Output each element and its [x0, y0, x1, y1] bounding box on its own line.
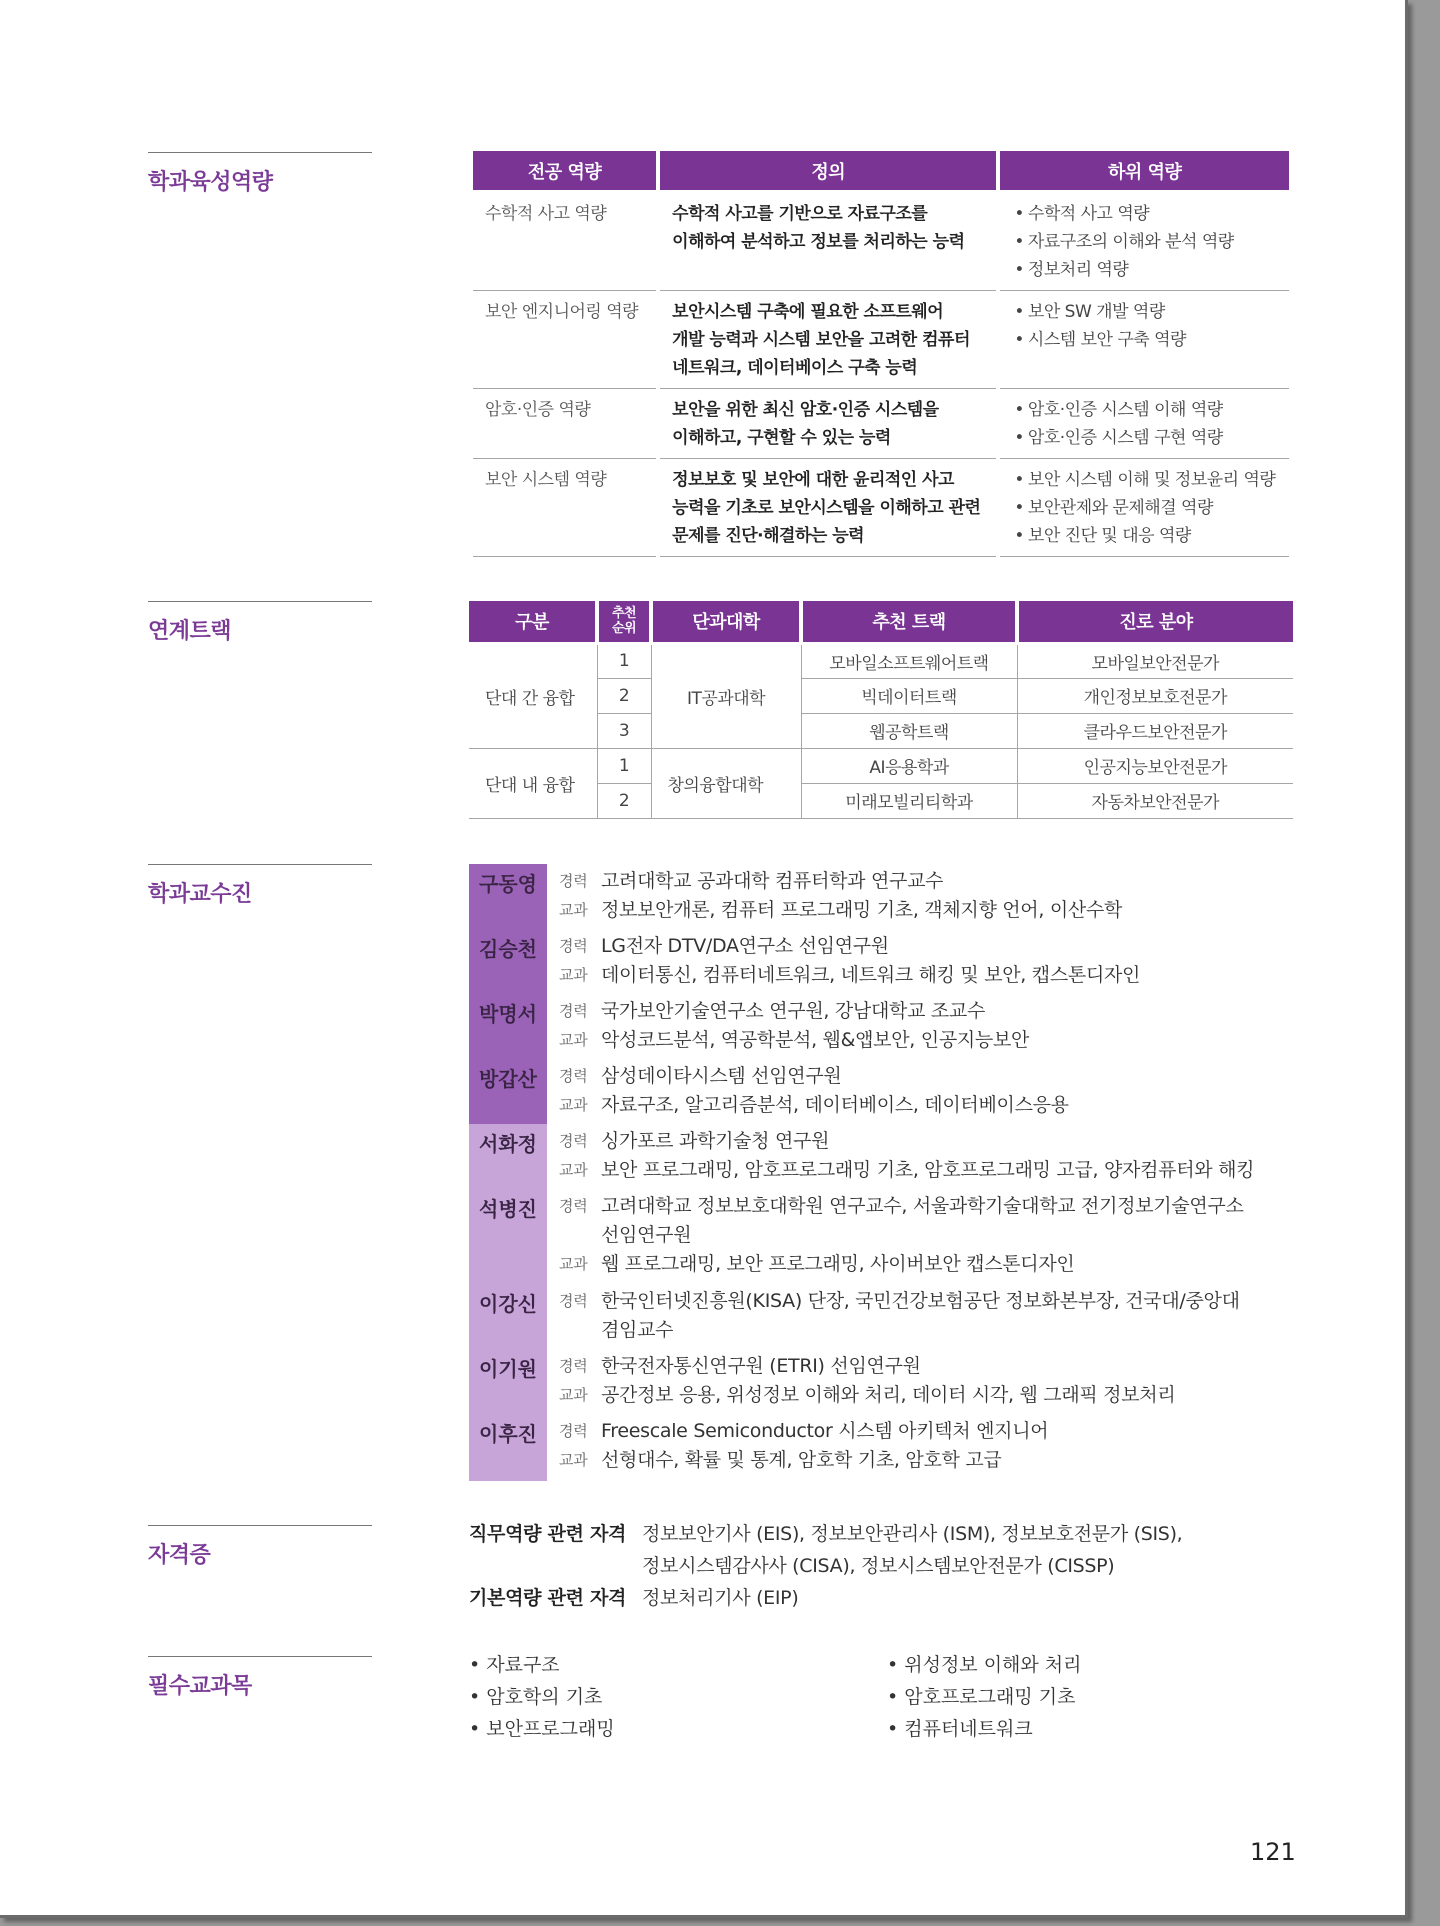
faculty-name: 구동영: [469, 864, 547, 929]
career-tag: 경력: [559, 1422, 588, 1440]
track-header-rank: 추천 순위: [597, 601, 651, 643]
courses-text: 정보보안개론, 컴퓨터 프로그래밍 기초, 객체지향 언어, 이산수학: [601, 899, 1123, 921]
certificates: [469, 1518, 1182, 1614]
track-header-category: 구분: [469, 601, 597, 643]
definition-line: 이해하고, 구현할 수 있는 능력: [672, 428, 891, 448]
table-row: [469, 643, 1293, 678]
track-name: 빅데이터트랙: [801, 678, 1017, 713]
cert-job: [469, 1518, 1182, 1550]
section-label-competency: 학과육성역량: [148, 152, 372, 196]
cert-job-line: 정보시스템감사사 (CISA), 정보시스템보안전문가 (CISSP): [642, 1555, 1115, 1577]
track-career: 모바일보안전문가: [1017, 643, 1293, 678]
career-tag: 경력: [559, 1197, 588, 1215]
track-rank: 2: [597, 678, 651, 713]
competency-header-area: 전공 역량: [473, 151, 656, 193]
table-row: [473, 193, 1289, 291]
section-label-certificates: 자격증: [148, 1525, 372, 1569]
competency-header-sub: 하위 역량: [1000, 151, 1289, 193]
competency-sub: [1000, 291, 1289, 389]
sub-item: • 자료구조의 이해와 분석 역량: [1014, 228, 1277, 256]
faculty-details: [547, 1059, 1069, 1124]
competency-definition: [660, 291, 996, 389]
career-tag: 경력: [559, 1292, 588, 1310]
definition-line: 문제를 진단·해결하는 능력: [672, 526, 865, 546]
definition-line: 이해하여 분석하고 정보를 처리하는 능력: [672, 232, 965, 252]
competency-area: 암호·인증 역량: [473, 389, 656, 459]
track-name: 웹공학트랙: [801, 713, 1017, 748]
sub-item: • 암호·인증 시스템 구현 역량: [1014, 424, 1277, 452]
cert-basic: [469, 1582, 1182, 1614]
table-row: [473, 389, 1289, 459]
faculty-member: [469, 1349, 1329, 1414]
list-item: • 컴퓨터네트워크: [887, 1713, 1305, 1745]
track-career: 클라우드보안전문가: [1017, 713, 1293, 748]
faculty-name: 김승천: [469, 929, 547, 994]
career-text: LG전자 DTV/DA연구소 선임연구원: [601, 935, 889, 957]
competency-sub: [1000, 459, 1289, 557]
courses-tag: 교과: [559, 1031, 588, 1049]
list-item: • 보안프로그래밍: [469, 1713, 887, 1745]
definition-line: 수학적 사고를 기반으로 자료구조를: [672, 204, 928, 224]
career-text: 삼성데이타시스템 선임연구원: [601, 1065, 842, 1087]
track-rank: 1: [597, 643, 651, 678]
track-category: 단대 내 융합: [469, 748, 597, 818]
faculty-member: [469, 1059, 1329, 1124]
sub-item: • 암호·인증 시스템 이해 역량: [1014, 396, 1277, 424]
faculty-details: [547, 929, 1140, 994]
track-career: 인공지능보안전문가: [1017, 748, 1293, 783]
faculty-name: 석병진: [469, 1189, 547, 1284]
faculty-name: 방갑산: [469, 1059, 547, 1124]
sub-item: • 보안 SW 개발 역량: [1014, 298, 1277, 326]
faculty-member: [469, 1189, 1329, 1284]
career-text: 국가보안기술연구소 연구원, 강남대학교 조교수: [601, 1000, 986, 1022]
career-text: 싱가포르 과학기술청 연구원: [601, 1130, 830, 1152]
track-category: 단대 간 융합: [469, 643, 597, 748]
competency-sub: [1000, 389, 1289, 459]
competency-area: 보안 시스템 역량: [473, 459, 656, 557]
faculty-details: [547, 1189, 1244, 1284]
courses-text: 웹 프로그래밍, 보안 프로그래밍, 사이버보안 캡스톤디자인: [601, 1253, 1075, 1275]
page-number: 121: [1250, 1838, 1296, 1866]
faculty-list: [469, 864, 1329, 1481]
faculty-name: 서화정: [469, 1124, 547, 1189]
list-item: • 위성정보 이해와 처리: [887, 1649, 1305, 1681]
definition-line: 능력을 기초로 보안시스템을 이해하고 관련: [672, 498, 981, 518]
competency-table: [469, 151, 1293, 557]
sub-item: • 정보처리 역량: [1014, 256, 1277, 284]
career-text: 고려대학교 공과대학 컴퓨터학과 연구교수: [601, 870, 944, 892]
definition-line: 보안시스템 구축에 필요한 소프트웨어: [672, 302, 944, 322]
courses-tag: 교과: [559, 1451, 588, 1469]
definition-line: 개발 능력과 시스템 보안을 고려한 컴퓨터: [672, 330, 970, 350]
faculty-name: 이후진: [469, 1414, 547, 1481]
career-text: 선임연구원: [601, 1224, 692, 1246]
career-text: 고려대학교 정보보호대학원 연구교수, 서울과학기술대학교 전기정보기술연구소: [601, 1195, 1244, 1217]
track-rank: 3: [597, 713, 651, 748]
definition-line: 정보보호 및 보안에 대한 윤리적인 사고: [672, 470, 954, 490]
section-label-tracks: 연계트랙: [148, 601, 372, 645]
courses-tag: 교과: [559, 1096, 588, 1114]
cert-job-line: 정보보안기사 (EIS), 정보보안관리사 (ISM), 정보보호전문가 (SIS),: [642, 1523, 1183, 1545]
career-tag: 경력: [559, 937, 588, 955]
track-college: IT공과대학: [651, 643, 801, 748]
table-row: [473, 459, 1289, 557]
competency-area: 수학적 사고 역량: [473, 193, 656, 291]
list-item: • 자료구조: [469, 1649, 887, 1681]
sub-item: • 보안 진단 및 대응 역량: [1014, 522, 1277, 550]
track-table: [469, 601, 1293, 819]
cert-basic-line: 정보처리기사 (EIP): [642, 1587, 799, 1609]
section-label-faculty: 학과교수진: [148, 864, 372, 908]
faculty-details: [547, 1414, 1048, 1481]
track-rank: 2: [597, 783, 651, 818]
courses-text: 공간정보 응용, 위성정보 이해와 처리, 데이터 시각, 웹 그래픽 정보처리: [601, 1384, 1176, 1406]
competency-definition: [660, 389, 996, 459]
track-header-career: 진로 분야: [1017, 601, 1293, 643]
track-rank: 1: [597, 748, 651, 783]
career-text: 한국전자통신연구원 (ETRI) 선임연구원: [601, 1355, 921, 1377]
track-header-college: 단과대학: [651, 601, 801, 643]
faculty-member: [469, 864, 1329, 929]
faculty-member: [469, 1124, 1329, 1189]
required-courses: [469, 1649, 1309, 1745]
career-text: 겸임교수: [601, 1319, 674, 1341]
faculty-member: [469, 1284, 1329, 1349]
faculty-details: [547, 864, 1122, 929]
career-tag: 경력: [559, 1132, 588, 1150]
courses-text: 선형대수, 확률 및 통계, 암호학 기초, 암호학 고급: [601, 1449, 1002, 1471]
cert-job-label: 직무역량 관련 자격: [469, 1523, 627, 1545]
track-career: 개인정보보호전문가: [1017, 678, 1293, 713]
career-tag: 경력: [559, 872, 588, 890]
career-text: 한국인터넷진흥원(KISA) 단장, 국민건강보험공단 정보화본부장, 건국대/중앙대: [601, 1290, 1240, 1312]
competency-header-definition: 정의: [660, 151, 996, 193]
track-college: 창의융합대학: [651, 748, 801, 818]
courses-tag: 교과: [559, 1386, 588, 1404]
faculty-details: [547, 1124, 1254, 1189]
list-item: • 암호프로그래밍 기초: [887, 1681, 1305, 1713]
track-name: 미래모빌리티학과: [801, 783, 1017, 818]
courses-tag: 교과: [559, 901, 588, 919]
track-name: 모바일소프트웨어트랙: [801, 643, 1017, 678]
faculty-details: [547, 1284, 1240, 1349]
faculty-details: [547, 1349, 1175, 1414]
courses-text: 악성코드분석, 역공학분석, 웹&앱보안, 인공지능보안: [601, 1029, 1030, 1051]
table-row: [473, 291, 1289, 389]
table-row: [469, 748, 1293, 783]
courses-text: 자료구조, 알고리즘분석, 데이터베이스, 데이터베이스응용: [601, 1094, 1069, 1116]
career-text: Freescale Semiconductor 시스템 아키텍처 엔지니어: [601, 1420, 1049, 1442]
faculty-name: 이강신: [469, 1284, 547, 1349]
track-header-track: 추천 트랙: [801, 601, 1017, 643]
definition-line: 네트워크, 데이터베이스 구축 능력: [672, 358, 918, 378]
section-label-required: 필수교과목: [148, 1656, 372, 1700]
track-name: AI응용학과: [801, 748, 1017, 783]
courses-text: 데이터통신, 컴퓨터네트워크, 네트워크 해킹 및 보안, 캡스톤디자인: [601, 964, 1141, 986]
sub-item: • 수학적 사고 역량: [1014, 200, 1277, 228]
faculty-name: 이기원: [469, 1349, 547, 1414]
courses-tag: 교과: [559, 1255, 588, 1273]
sub-item: • 보안관제와 문제해결 역량: [1014, 494, 1277, 522]
track-career: 자동차보안전문가: [1017, 783, 1293, 818]
competency-definition: [660, 193, 996, 291]
cert-basic-label: 기본역량 관련 자격: [469, 1587, 627, 1609]
career-tag: 경력: [559, 1002, 588, 1020]
faculty-member: [469, 994, 1329, 1059]
competency-area: 보안 엔지니어링 역량: [473, 291, 656, 389]
faculty-member: [469, 1414, 1329, 1481]
definition-line: 보안을 위한 최신 암호·인증 시스템을: [672, 400, 939, 420]
career-tag: 경력: [559, 1067, 588, 1085]
courses-tag: 교과: [559, 966, 588, 984]
career-tag: 경력: [559, 1357, 588, 1375]
list-item: • 암호학의 기초: [469, 1681, 887, 1713]
faculty-member: [469, 929, 1329, 994]
competency-sub: [1000, 193, 1289, 291]
courses-text: 보안 프로그래밍, 암호프로그래밍 기초, 암호프로그래밍 고급, 양자컴퓨터와 해킹: [601, 1159, 1255, 1181]
courses-tag: 교과: [559, 1161, 588, 1179]
faculty-name: 박명서: [469, 994, 547, 1059]
sub-item: • 보안 시스템 이해 및 정보윤리 역량: [1014, 466, 1277, 494]
competency-definition: [660, 459, 996, 557]
sub-item: • 시스템 보안 구축 역량: [1014, 326, 1277, 354]
faculty-details: [547, 994, 1029, 1059]
